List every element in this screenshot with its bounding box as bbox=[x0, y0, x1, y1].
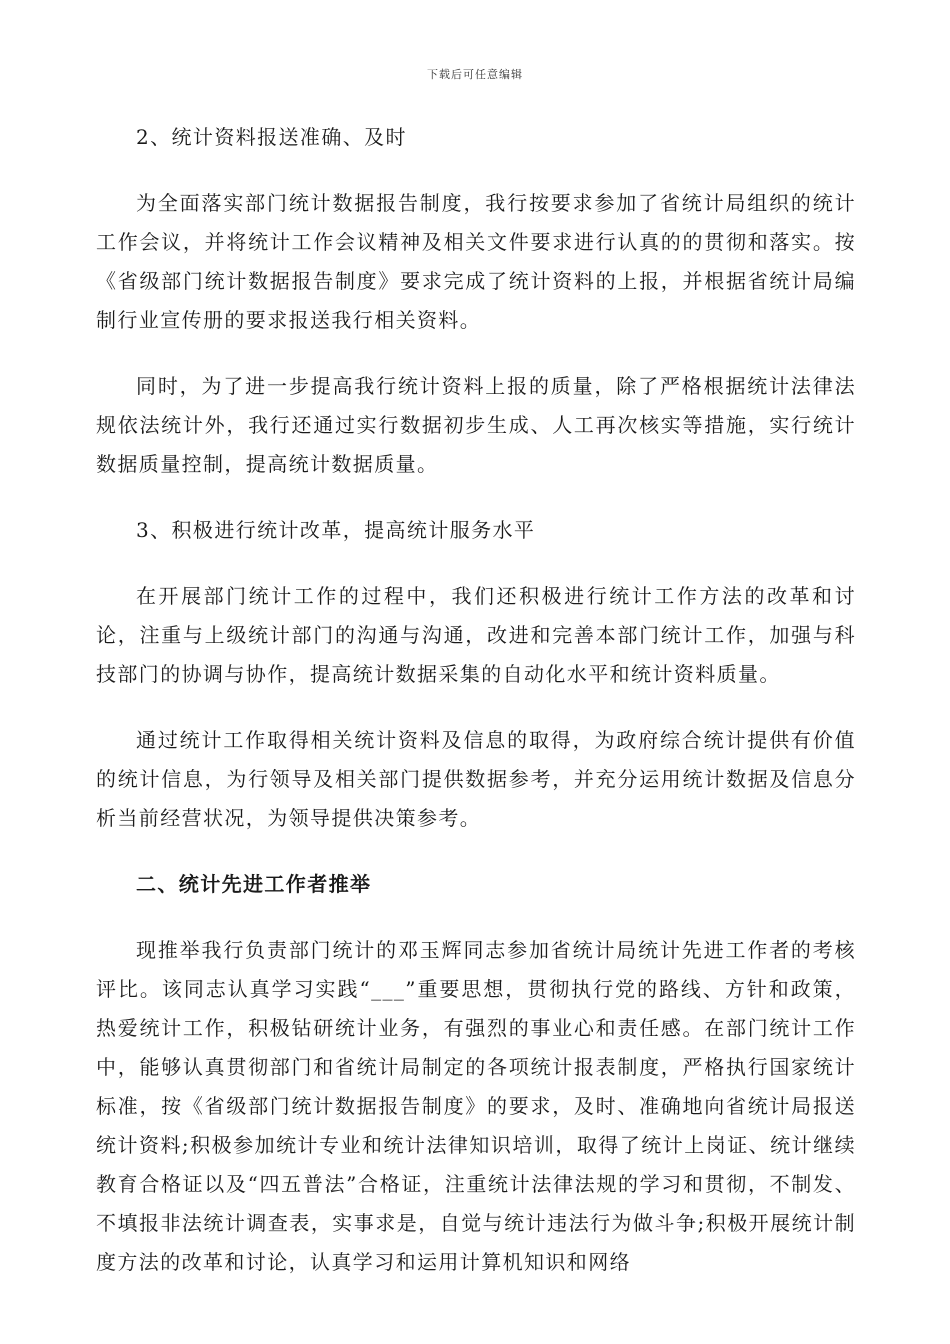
section-heading-advanced-worker: 二、统计先进工作者推举 bbox=[136, 872, 372, 896]
paragraph-reform-process: 在开展部门统计工作的过程中，我们还积极进行统计工作方法的改革和讨论，注重与上级统计部门的沟通与沟通，改进和完善本部门统计工作，加强与科技部门的协调与协作，提高统计数据采集的自动化水平和统计资料质量。 bbox=[96, 584, 856, 686]
paragraph-quality-control: 同时，为了进一步提高我行统计资料上报的质量，除了严格根据统计法律法规依法统计外，我行还通过实行数据初步生成、人工再次核实等措施，实行统计数据质量控制，提高统计数据质量。 bbox=[96, 374, 856, 476]
subheading-statistics-reform: 3、积极进行统计改革，提高统计服务水平 bbox=[136, 518, 536, 542]
page-header-note: 下载后可任意编辑 bbox=[427, 68, 523, 81]
paragraph-nomination: 现推举我行负责部门统计的邓玉辉同志参加省统计局统计先进工作者的考核评比。该同志认真学习实践“___”重要思想，贯彻执行党的路线、方针和政策，热爱统计工作，积极钻研统计业务，有强烈的事业心和责任感。在部门统计工作中，能够认真贯彻部门和省统计局制定的各项统计报表制度，严格执行国家统计标准，按《省级部门统计数据报告制度》的要求，及时、准确地向省统计局报送统计资料;积极参加统计专业和统计法律知识培训，取得了统计上岗证、统计继续教育合格证以及“四五普法”合格证，注重统计法律法规的学习和贯彻，不制发、不填报非法统计调查表，实事求是，自觉与统计违法行为做斗争;积极开展统计制度方法的改革和讨论，认真学习和运用计算机知识和网络 bbox=[96, 938, 856, 1274]
document-body bbox=[96, 118, 856, 1282]
paragraph-information-service: 通过统计工作取得相关统计资料及信息的取得，为政府综合统计提供有价值的统计信息，为行领导及相关部门提供数据参考，并充分运用统计数据及信息分析当前经营状况，为领导提供决策参考。 bbox=[96, 728, 856, 830]
subheading-reporting-accuracy: 2、统计资料报送准确、及时 bbox=[136, 125, 407, 149]
paragraph-implementation: 为全面落实部门统计数据报告制度，我行按要求参加了省统计局组织的统计工作会议，并将统计工作会议精神及相关文件要求进行认真的的贯彻和落实。按《省级部门统计数据报告制度》要求完成了统计资料的上报，并根据省统计局编制行业宣传册的要求报送我行相关资料。 bbox=[96, 191, 856, 332]
